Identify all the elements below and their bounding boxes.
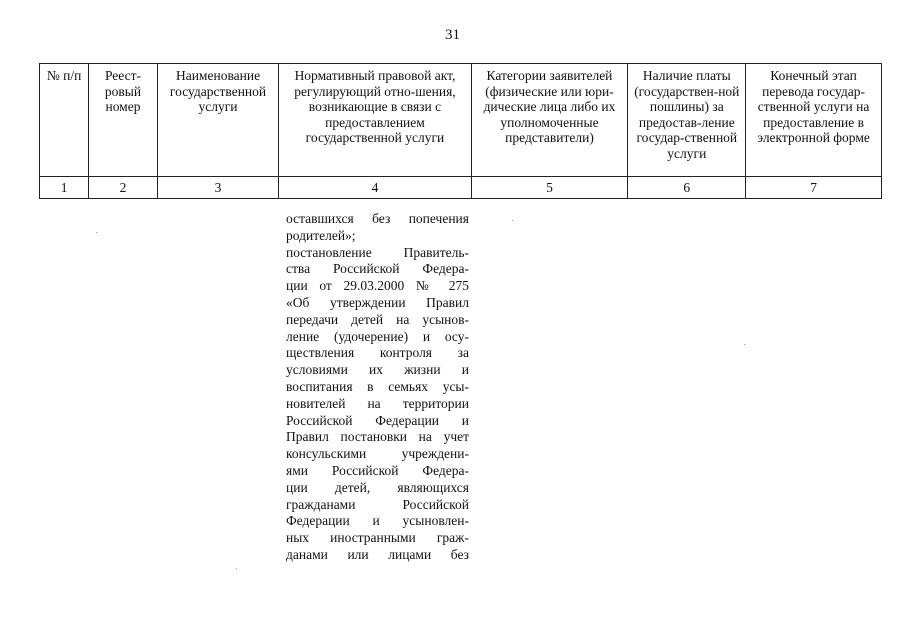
table-column-numbers-row <box>40 177 882 199</box>
header-cell-legal-act: Нормативный правовой акт, регулирующий отно-шения, возникающие в связи с предоставлением государственной услуги <box>279 64 471 177</box>
text-line: данами или лицами без <box>286 546 469 562</box>
text-line: оставшихся без попечения <box>286 211 469 226</box>
column-number-cell: 6 <box>628 177 746 199</box>
scan-speck <box>512 220 513 221</box>
column-number-cell: 1 <box>40 177 89 199</box>
text-line: гражданами Российской <box>286 496 469 512</box>
column-number-cell: 3 <box>157 177 279 199</box>
text-line: воспитания в семьях усы- <box>286 378 469 394</box>
table-header-row <box>40 64 882 177</box>
text-line: ции от 29.03.2000 № 275 <box>286 278 469 294</box>
column-number-cell: 5 <box>471 177 628 199</box>
text-line: постановление Правитель- <box>286 244 469 260</box>
legal-act-continuation-text <box>286 211 469 564</box>
header-cell-fee: Наличие платы (государствен-ной пошлины) за предостав-ление государ-ственной услуги <box>628 64 746 177</box>
text-line: ных иностранными граж- <box>286 530 469 546</box>
scan-speck <box>96 232 97 233</box>
text-line: новителей на территории <box>286 395 469 411</box>
header-cell-number: № п/п <box>40 64 89 177</box>
header-cell-final-stage: Конечный этап перевода государ-ственной услуги на предоставление в электронной форме <box>746 64 882 177</box>
column-number-cell: 7 <box>746 177 882 199</box>
text-line: условиями их жизни и <box>286 362 469 378</box>
header-cell-registry-number: Реест-ровый номер <box>89 64 157 177</box>
text-line: ление (удочерение) и осу- <box>286 328 469 344</box>
text-line: Федерации и усыновлен- <box>286 513 469 529</box>
text-line: родителей»; <box>286 227 356 243</box>
services-table <box>39 63 882 199</box>
scan-speck <box>744 344 745 345</box>
page-number: 31 <box>445 27 460 43</box>
text-line: ями Российской Федера- <box>286 462 469 478</box>
text-line: «Об утверждении Правил <box>286 294 469 310</box>
column-number-cell: 2 <box>89 177 157 199</box>
text-line: Российской Федерации и <box>286 412 469 428</box>
text-line: ществления контроля за <box>286 345 469 361</box>
column-number-cell: 4 <box>279 177 471 199</box>
header-cell-applicant-categories: Категории заявителей (физические или юри-дические лица либо их уполномоченные представители) <box>471 64 628 177</box>
scan-speck <box>236 568 237 569</box>
text-line: Правил постановки на учет <box>286 429 469 445</box>
text-line: ции детей, являющихся <box>286 479 469 495</box>
header-cell-service-name: Наименование государственной услуги <box>157 64 279 177</box>
text-line: передачи детей на усынов- <box>286 311 469 327</box>
text-line: консульскими учреждени- <box>286 446 469 462</box>
text-line: ства Российской Федера- <box>286 261 469 277</box>
